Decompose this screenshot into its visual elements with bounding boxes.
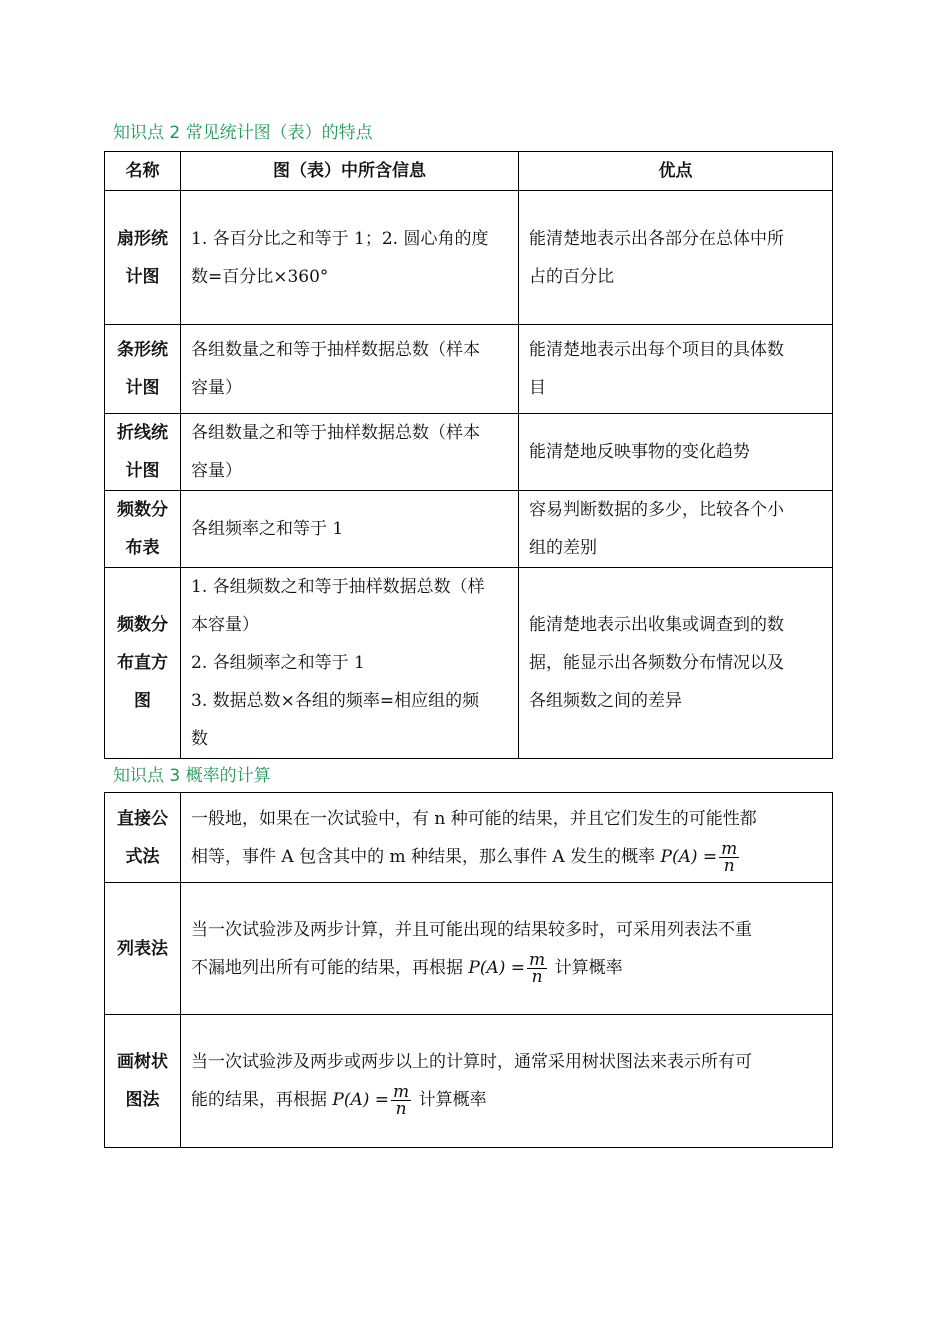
- table-row: [105, 883, 833, 1015]
- row-merit: 能清楚地表示出各部分在总体中所 占的百分比: [519, 191, 833, 325]
- table-header-row: [105, 152, 833, 191]
- row-name: 直接公 式法: [105, 793, 181, 883]
- row-content: 当一次试验涉及两步或两步以上的计算时，通常采用树状图法来表示所有可 能的结果，再根据 P(A) = $\frac{m}{n}$ 计算概率: [181, 1015, 833, 1148]
- table-row: [105, 793, 833, 883]
- fraction-m-over-n: $\frac{m}{n}$: [393, 1082, 410, 1119]
- row-info: 1. 各组频数之和等于抽样数据总数（样 本容量） 2. 各组频率之和等于 1 3. 数据总数×各组的频率=相应组的频 数: [181, 568, 519, 759]
- row-info: 各组频率之和等于 1: [181, 491, 519, 568]
- statistics-chart-table: [104, 151, 833, 759]
- row-info: 各组数量之和等于抽样数据总数（样本 容量）: [181, 414, 519, 491]
- row-info: 各组数量之和等于抽样数据总数（样本 容量）: [181, 325, 519, 414]
- table-row: [105, 491, 833, 568]
- row-name: 列表法: [105, 883, 181, 1015]
- row-name: 频数分 布表: [105, 491, 181, 568]
- row-name: 折线统 计图: [105, 414, 181, 491]
- row-info: 1. 各百分比之和等于 1；2. 圆心角的度 数=百分比×360°: [181, 191, 519, 325]
- section-3-heading: 知识点 3 概率的计算: [113, 766, 271, 786]
- table-row: [105, 1015, 833, 1148]
- table-row: [105, 191, 833, 325]
- probability-table: [104, 792, 833, 1148]
- table-row: [105, 325, 833, 414]
- table-row: [105, 568, 833, 759]
- fraction-m-over-n: $\frac{m}{n}$: [529, 949, 546, 987]
- fraction-m-over-n: $\frac{m}{n}$: [721, 838, 738, 876]
- row-name: 条形统 计图: [105, 325, 181, 414]
- row-content: 当一次试验涉及两步计算，并且可能出现的结果较多时，可采用列表法不重 不漏地列出所有可能的结果，再根据 P(A) = $\frac{m}{n}$ 计算概率: [181, 883, 833, 1015]
- row-merit: 能清楚地表示出收集或调查到的数 据，能显示出各频数分布情况以及 各组频数之间的差异: [519, 568, 833, 759]
- header-merit: 优点: [519, 152, 833, 191]
- row-name: 画树状 图法: [105, 1015, 181, 1148]
- row-merit: 能清楚地表示出每个项目的具体数 目: [519, 325, 833, 414]
- row-merit: 能清楚地反映事物的变化趋势: [519, 414, 833, 491]
- row-content: 一般地，如果在一次试验中，有 n 种可能的结果，并且它们发生的可能性都 相等，事件 A 包含其中的 m 种结果，那么事件 A 发生的概率 P(A) = $\frac{m}{n}$: [181, 793, 833, 883]
- table-row: [105, 414, 833, 491]
- section-2-heading: 知识点 2 常见统计图（表）的特点: [113, 123, 373, 143]
- header-info: 图（表）中所含信息: [181, 152, 519, 191]
- row-merit: 容易判断数据的多少，比较各个小 组的差别: [519, 491, 833, 568]
- row-name: 频数分 布直方 图: [105, 568, 181, 759]
- row-name: 扇形统 计图: [105, 191, 181, 325]
- header-name: 名称: [105, 152, 181, 191]
